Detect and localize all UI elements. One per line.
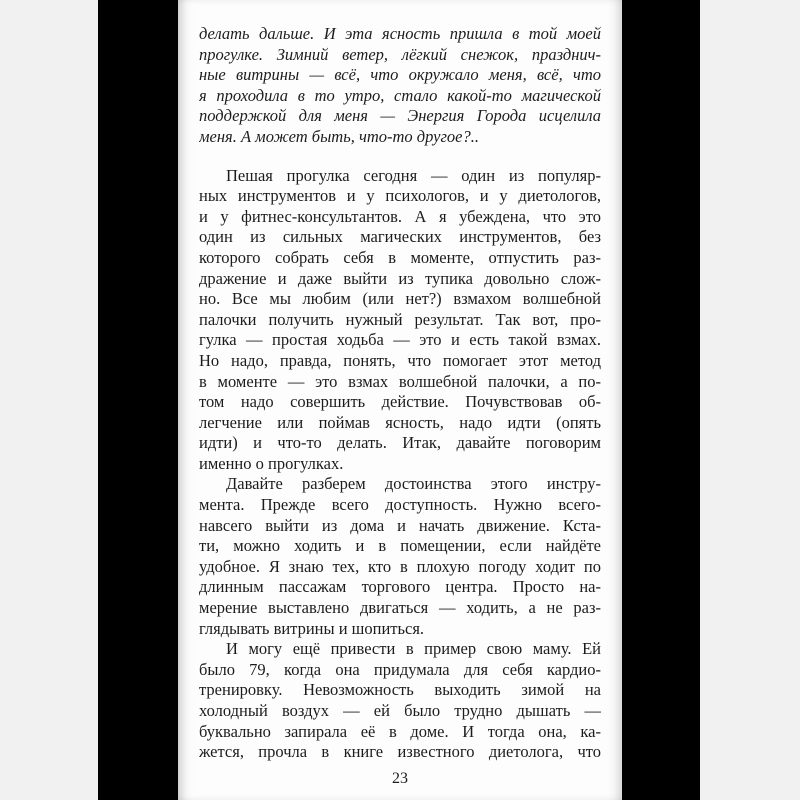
text-line: идти) и что-то делать. Итак, давайте поговорим xyxy=(199,433,601,453)
text-line: легчение или поймав ясность, надо идти (опять xyxy=(199,412,601,432)
page-text xyxy=(178,0,622,763)
text-line: Но надо, правда, понять, что помогает этот метод xyxy=(199,350,601,370)
text-line: буквально запирала её в доме. И тогда она, ка- xyxy=(199,721,601,741)
text-line: палочки получить нужный результат. Так вот, про- xyxy=(199,309,601,329)
text-line: тренировку. Невозможность выходить зимой на xyxy=(199,680,601,700)
page-number: 23 xyxy=(392,769,408,787)
text-line: в моменте — это взмах волшебной палочки, а по- xyxy=(199,371,601,391)
backdrop-left xyxy=(0,0,98,800)
text-line: прогулке. Зимний ветер, лёгкий снежок, празднич- xyxy=(199,44,601,64)
paragraph-gap xyxy=(199,148,601,166)
text-line: том надо совершить действие. Почувствовав об- xyxy=(199,392,601,412)
text-line: мента. Прежде всего доступность. Нужно всего- xyxy=(199,495,601,515)
text-line: дражение и даже выйти из тупика довольно слож- xyxy=(199,268,601,288)
text-line: которого собрать себя в моменте, отпустить раз- xyxy=(199,247,601,267)
text-line: ные витрины — всё, что окружало меня, всё, что xyxy=(199,65,601,85)
book-cover-edge-left xyxy=(98,0,178,800)
text-line: ных инструментов и у психологов, и у диетологов, xyxy=(199,186,601,206)
text-line: меня. А может быть, что-то другое?.. xyxy=(199,126,479,146)
text-line: навсего выйти из дома и начать движение. Кста- xyxy=(199,515,601,535)
text-line: мерение выставлено двигаться — ходить, а не раз- xyxy=(199,598,601,618)
text-line: жется, прочла в книге известного диетолога, что xyxy=(199,742,601,762)
text-line: ти, можно ходить и в помещении, если найдёте xyxy=(199,536,601,556)
text-line: длинным пассажам торгового центра. Просто на- xyxy=(199,577,601,597)
book-page xyxy=(178,0,622,800)
text-line: один из сильных магических инструментов, без xyxy=(199,227,601,247)
text-line: Давайте разберем достоинства этого инстру- xyxy=(226,474,601,494)
text-line: я проходила в то утро, стало какой-то магической xyxy=(199,85,601,105)
book-cover-edge-right xyxy=(622,0,700,800)
text-line: глядывать витрины и шопиться. xyxy=(199,618,425,638)
text-line: но. Все мы любим (или нет?) взмахом волшебной xyxy=(199,289,601,309)
text-line: удобное. Я знаю тех, кто в плохую погоду ходит по xyxy=(199,556,601,576)
text-line: И могу ещё привести в пример свою маму. Ей xyxy=(226,639,601,659)
text-line: и у фитнес-консультантов. А я убеждена, что это xyxy=(199,206,601,226)
text-line: поддержкой для меня — Энергия Города исцелила xyxy=(199,106,601,126)
text-line: делать дальше. И эта ясность пришла в той моей xyxy=(199,24,601,43)
text-line: Пешая прогулка сегодня — один из популяр- xyxy=(226,165,601,185)
text-line: было 79, когда она придумала для себя кардио- xyxy=(199,659,601,679)
text-line: именно о прогулках. xyxy=(199,453,344,473)
text-line: гулка — простая ходьба — это и есть такой взмах. xyxy=(199,330,601,350)
text-line: холодный воздух — ей было трудно дышать — xyxy=(199,701,601,720)
backdrop-right xyxy=(700,0,800,800)
